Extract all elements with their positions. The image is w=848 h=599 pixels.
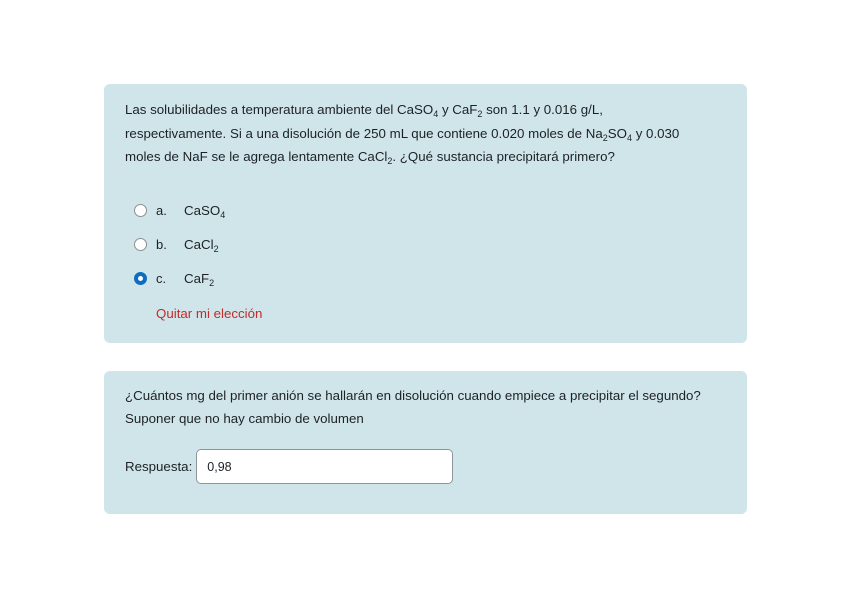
subscript: 4 (433, 109, 439, 119)
answer-input[interactable] (196, 449, 453, 484)
question-card-2 (104, 371, 747, 514)
option-letter: b. (156, 237, 167, 252)
question-1-text (125, 98, 727, 169)
radio-button-b[interactable] (134, 238, 147, 251)
subscript: 2 (387, 156, 393, 166)
radio-button-a[interactable] (134, 204, 147, 217)
option-formula: CaF (184, 271, 210, 286)
subscript: 4 (220, 210, 226, 220)
question-card-1 (104, 84, 747, 343)
subscript: 2 (602, 132, 608, 143)
answer-row (125, 449, 727, 484)
question-1-text-part: moles de NaF se le agrega lentamente CaCl (125, 149, 388, 164)
option-formula: CaCl (184, 237, 214, 252)
subscript: 2 (209, 278, 215, 288)
subscript: 2 (477, 109, 483, 119)
answer-option-a[interactable] (134, 194, 727, 228)
clear-choice-link[interactable]: Quitar mi elección (156, 305, 263, 321)
question-2-line-2: Suponer que no hay cambio de volumen (125, 410, 364, 426)
question-1-text-part: Las solubilidades a temperatura ambiente del CaSO (125, 102, 434, 117)
option-letter: c. (156, 271, 167, 286)
option-text[interactable] (184, 271, 214, 286)
answer-option-c[interactable] (134, 262, 727, 296)
subscript: 2 (213, 244, 219, 254)
question-1-text-part: y 0.030 (632, 125, 680, 141)
question-2-line-1: ¿Cuántos mg del primer anión se hallarán en disolución cuando empiece a precipitar el segundo? (125, 388, 701, 403)
question-1-text-part: y CaF (438, 102, 478, 117)
question-1-text-part: respectivamente. Si a una disolución de 250 mL que contiene 0.020 moles de Na (125, 125, 603, 141)
option-text[interactable] (184, 237, 219, 252)
option-formula: CaSO (184, 203, 221, 218)
option-text[interactable] (184, 203, 225, 218)
answer-option-b[interactable] (134, 228, 727, 262)
question-1-text-part: SO (607, 125, 627, 141)
subscript: 4 (627, 132, 633, 143)
question-1-text-part: . ¿Qué sustancia precipitará primero? (392, 149, 615, 164)
answer-options (125, 194, 727, 296)
option-letter: a. (156, 203, 167, 218)
question-2-text (125, 385, 727, 430)
question-1-text-part: son 1.1 y 0.016 g/L, (482, 102, 603, 117)
answer-label: Respuesta: (125, 459, 193, 474)
radio-button-c[interactable] (134, 272, 147, 285)
